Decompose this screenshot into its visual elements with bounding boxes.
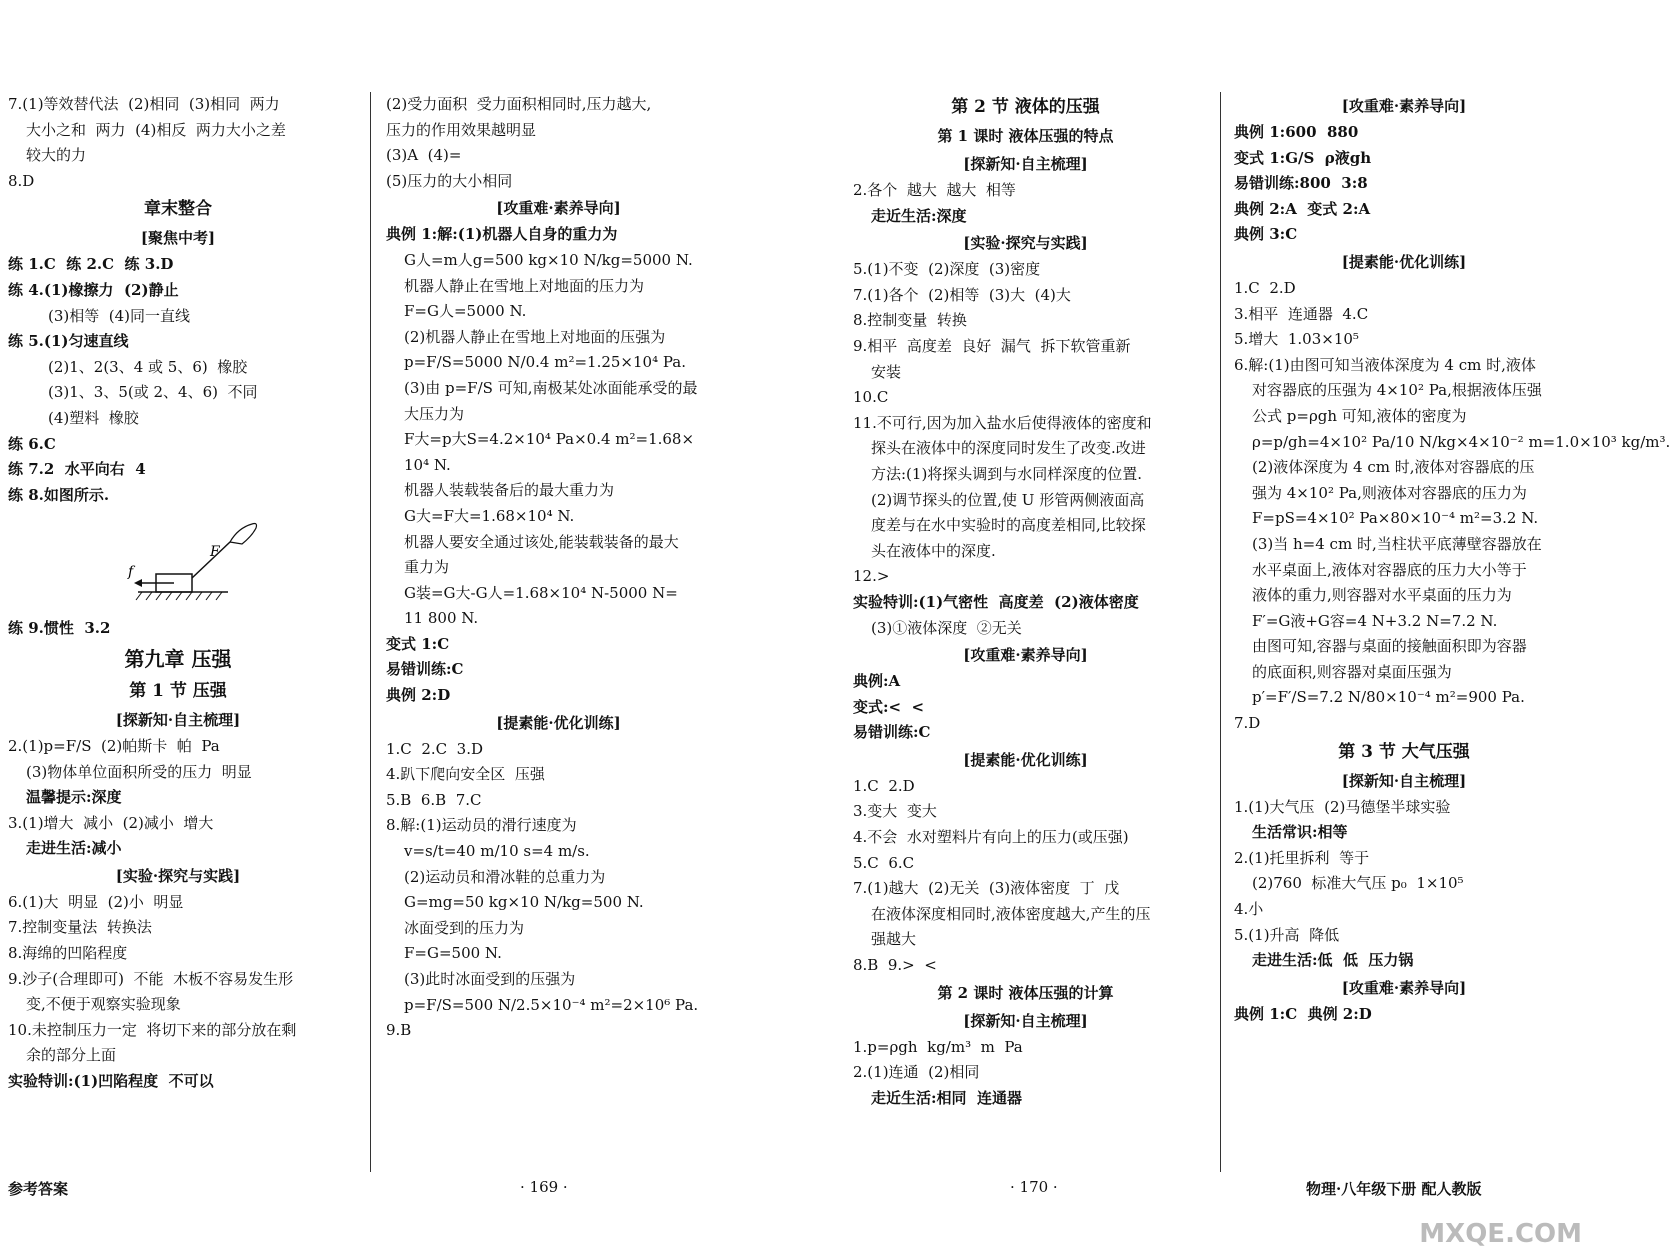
answer-line: 大小之和 两力 (4)相反 两力大小之差 [26,120,286,139]
answer-line: 4.不会 水对塑料片有向上的压力(或压强) [853,828,1129,847]
answer-line: 1.C 2.D [1234,278,1296,297]
answer-line: 8.海绵的凹陷程度 [8,944,128,963]
section-heading: [提素能·优化训练] [1341,252,1467,271]
answer-line: 变,不便于观察实验现象 [26,995,181,1014]
answer-line: 3.(1)增大 减小 (2)减小 增大 [8,813,214,832]
answer-line: G大=F大=1.68×10⁴ N. [404,506,575,525]
section-heading: 章末整合 [144,199,212,220]
answer-line: 实验特训:(1)凹陷程度 不可以 [8,1072,214,1091]
column-divider [1220,92,1221,1172]
answer-line: p=F/S=500 N/2.5×10⁻⁴ m²=2×10⁶ Pa. [404,995,699,1014]
answer-line: (2)受力面积 受力面积相同时,压力越大, [386,95,652,113]
answer-line: p=F/S=5000 N/0.4 m²=1.25×10⁴ Pa. [404,353,686,372]
answer-line: 水平桌面上,液体对容器底的压力大小等于 [1252,560,1527,579]
answer-line: 由图可知,容器与桌面的接触面积即为容器 [1252,637,1527,656]
section-heading: 第 1 节 压强 [129,680,227,701]
section-heading: [聚焦中考] [140,229,216,248]
answer-line: (2)760 标准大气压 p₀ 1×10⁵ [1252,874,1464,893]
answer-line: 冰面受到的压力为 [404,918,525,937]
answer-line: 典例 2:D [386,686,451,705]
answer-line: 公式 p=ρgh 可知,液体的密度为 [1252,406,1467,425]
answer-line: (3)A (4)= [386,146,462,165]
footer-right-label: 物理·八年级下册 配人教版 [1306,1180,1482,1198]
answer-line: 典例 3:C [1234,225,1298,244]
answer-line: 4.小 [1234,900,1264,919]
answer-line: 8.D [8,171,35,190]
answer-line: 10⁴ N. [404,455,451,474]
answer-line: 典例 1:解:(1)机器人自身的重力为 [386,225,618,244]
answer-line: 9.相平 高度差 良好 漏气 拆下软管重新 [853,336,1131,355]
answer-line: 6.(1)大 明显 (2)小 明显 [8,892,184,911]
answer-line: 大压力为 [404,404,465,423]
answer-line: 余的部分上面 [26,1046,117,1065]
answer-line: (5)压力的大小相同 [386,171,513,190]
answer-line: 11 800 N. [404,609,479,628]
answer-line: 生活常识:相等 [1252,823,1348,842]
answer-line: 走近生活:相同 连通器 [871,1088,1022,1107]
answer-line: F=G人=5000 N. [404,302,527,321]
answer-line: 机器人静止在雪地上对地面的压力为 [404,276,645,295]
section-heading: 第 2 课时 液体压强的计算 [937,983,1114,1002]
answer-line: 8.B 9.> < [853,956,937,975]
answer-line: 易错训练:C [386,660,464,679]
answer-line: 重力为 [404,558,450,577]
answer-line: G人=m人g=500 kg×10 N/kg=5000 N. [404,250,693,269]
answer-line: (2)机器人静止在雪地上对地面的压强为 [404,327,666,346]
answer-line: 7.D [1234,714,1261,733]
force-diagram [118,512,268,612]
column-3 [853,92,1198,1111]
answer-line: 1.(1)大气压 (2)马德堡半球实验 [1234,797,1451,816]
label-F: F [210,544,220,561]
answer-line: 1.p=ρgh kg/m³ m Pa [853,1037,1023,1056]
page-number-169: · 169 · [520,1178,568,1196]
answer-line: 强为 4×10² Pa,则液体对容器底的压力为 [1252,483,1527,502]
footer-left-label: 参考答案 [8,1180,69,1198]
column-2 [386,92,731,1044]
answer-line: 10.未控制压力一定 将切下来的部分放在剩 [8,1020,297,1039]
answer-line: 7.控制变量法 转换法 [8,918,152,937]
answer-line: 温馨提示:深度 [26,788,122,807]
answer-line: 5.(1)不变 (2)深度 (3)密度 [853,260,1041,279]
answer-line: 变式:< < [853,697,925,716]
answer-line: v=s/t=40 m/10 s=4 m/s. [404,842,590,861]
answer-line: 方法:(1)将探头调到与水同样深度的位置. [871,464,1143,483]
section-heading: [探新知·自主梳理] [1341,771,1467,790]
answer-line: 走近生活:深度 [871,206,967,225]
answer-line: 2.(1)托里拆利 等于 [1234,848,1370,867]
answer-line: p′=F′/S=7.2 N/80×10⁻⁴ m²=900 Pa. [1252,688,1525,707]
answer-line: 练 5.(1)匀速直线 [8,332,129,351]
answer-line: 走进生活:低 低 压力锅 [1252,951,1414,970]
section-heading: 第 3 节 大气压强 [1338,741,1470,762]
answer-line: 液体的重力,则容器对水平桌面的压力为 [1252,586,1512,605]
answer-line: 6.解:(1)由图可知当液体深度为 4 cm 时,液体 [1234,355,1536,374]
answer-line: 2.各个 越大 越大 相等 [853,181,1016,199]
section-heading: [提素能·优化训练] [496,713,621,732]
answer-line: 9.B [386,1021,412,1040]
section-heading: [探新知·自主梳理] [115,710,241,729]
answer-line: 较大的力 [26,146,87,165]
page-number-170: · 170 · [1010,1178,1058,1196]
answer-line: ρ=p/gh=4×10² Pa/10 N/kg×4×10⁻² m=1.0×10³ kg/m³. [1252,432,1670,451]
answer-line: (3)①液体深度 ②无关 [871,618,1022,637]
answer-line: 典例 1:600 880 [1234,123,1359,141]
answer-line: 机器人装载装备后的最大重力为 [404,481,615,500]
answer-line: 易错训练:800 3:8 [1234,174,1368,193]
answer-line: 1.C 2.D [853,776,915,795]
figure [8,508,348,616]
answer-line: 易错训练:C [853,723,931,742]
watermark: MXQE.COM [1419,1219,1582,1249]
section-heading: 第 2 节 液体的压强 [951,97,1100,117]
answer-line: F=G=500 N. [404,944,502,963]
answer-line: 头在液体中的深度. [871,541,996,560]
answer-line: 7.(1)各个 (2)相等 (3)大 (4)大 [853,285,1071,304]
answer-line: G=mg=50 kg×10 N/kg=500 N. [404,893,644,912]
answer-line: 3.相平 连通器 4.C [1234,304,1369,323]
section-heading: 第九章 压强 [124,646,232,671]
answer-line: 实验特训:(1)气密性 高度差 (2)液体密度 [853,592,1139,611]
section-heading: [实验·探究与实践] [115,866,241,885]
answer-line: 2.(1)p=F/S (2)帕斯卡 帕 Pa [8,736,220,755]
answer-line: 典例 1:C 典例 2:D [1234,1004,1372,1023]
answer-line: 7.(1)等效替代法 (2)相同 (3)相同 两力 [8,95,280,113]
answer-line: 3.变大 变大 [853,802,937,821]
answer-line: 练 4.(1)橡擦力 (2)静止 [8,280,179,299]
answer-line: 5.(1)升高 降低 [1234,925,1340,944]
answer-line: 12.> [853,567,890,586]
answer-line: 9.沙子(合理即可) 不能 木板不容易发生形 [8,969,294,988]
answer-line: 10.C [853,388,889,407]
answer-line: (3)相等 (4)同一直线 [48,306,191,325]
answer-line: 5.C 6.C [853,853,915,872]
answer-line: 8.解:(1)运动员的滑行速度为 [386,816,577,835]
answer-line: (2)液体深度为 4 cm 时,液体对容器底的压 [1252,458,1535,477]
answer-line: 对容器底的压强为 4×10² Pa,根据液体压强 [1252,381,1542,400]
column-4 [1234,92,1670,1027]
answer-line: (3)此时冰面受到的压强为 [404,970,576,988]
answer-line: 5.B 6.B 7.C [386,790,482,809]
answer-line: F=pS=4×10² Pa×80×10⁻⁴ m²=3.2 N. [1252,509,1539,528]
answer-line: 强越大 [871,930,917,949]
answer-line: (2)1、2(3、4 或 5、6) 橡胶 [48,357,248,376]
answer-line: 机器人要安全通过该处,能装载装备的最大 [404,532,679,551]
answer-line: 4.趴下爬向安全区 压强 [386,765,545,784]
answer-line: 变式 1:C [386,634,450,653]
answer-line: 探头在液体中的深度同时发生了改变.改进 [871,439,1146,458]
answer-line: 典例 2:A 变式 2:A [1234,199,1371,218]
section-heading: [提素能·优化训练] [963,750,1088,769]
answer-line: 练 9.惯性 3.2 [8,619,111,638]
section-heading: [攻重难·素养导向] [496,199,621,218]
answer-line: G装=G大-G人=1.68×10⁴ N-5000 N= [404,583,678,602]
answer-line: (4)塑料 橡胶 [48,408,139,427]
answer-line: 11.不可行,因为加入盐水后使得液体的密度和 [853,413,1152,432]
section-heading: [实验·探究与实践] [963,234,1088,253]
answer-line: F′=G液+G容=4 N+3.2 N=7.2 N. [1252,611,1498,630]
answer-line: 7.(1)越大 (2)无关 (3)液体密度 丁 戊 [853,879,1120,898]
section-heading: [探新知·自主梳理] [963,155,1088,173]
answer-line: 练 1.C 练 2.C 练 3.D [8,255,174,274]
section-heading: [攻重难·素养导向] [1341,978,1467,997]
answer-line: 典例:A [853,672,901,691]
answer-line: (2)运动员和滑冰鞋的总重力为 [404,867,606,886]
answer-line: 度差与在水中实验时的高度差相同,比较探 [871,516,1146,535]
answer-line: 变式 1:G/S ρ液gh [1234,148,1372,167]
section-heading: [攻重难·素养导向] [1341,97,1467,115]
answer-line: 练 7.2 水平向右 4 [8,460,146,479]
section-heading: [探新知·自主梳理] [963,1011,1088,1030]
answer-line: (3)当 h=4 cm 时,当柱状平底薄壁容器放在 [1252,534,1542,553]
answer-line: 走进生活:减小 [26,839,122,858]
answer-line: (3)由 p=F/S 可知,南极某处冰面能承受的最 [404,378,698,397]
answer-line: F大=p大S=4.2×10⁴ Pa×0.4 m²=1.68× [404,430,695,449]
answer-line: (3)1、3、5(或 2、4、6) 不同 [48,383,258,402]
answer-line: 5.增大 1.03×10⁵ [1234,330,1359,349]
answer-line: 2.(1)连通 (2)相同 [853,1063,980,1082]
answer-line: (2)调节探头的位置,使 U 形管两侧液面高 [871,490,1145,509]
answer-line: 压力的作用效果越明显 [386,120,537,139]
answer-line: 练 6.C [8,434,56,453]
column-divider [370,92,371,1172]
column-1 [8,92,348,1095]
section-heading: [攻重难·素养导向] [963,646,1088,665]
answer-line: 8.控制变量 转换 [853,311,967,330]
answer-line: 在液体深度相同时,液体密度越大,产生的压 [871,904,1151,923]
answer-line: 1.C 2.C 3.D [386,739,483,758]
label-f: f [128,564,134,581]
answer-line: 练 8.如图所示. [8,485,110,504]
answer-line: 的底面积,则容器对桌面压强为 [1252,662,1452,681]
answer-line: 安装 [871,362,902,381]
section-heading: 第 1 课时 液体压强的特点 [937,127,1114,145]
answer-line: (3)物体单位面积所受的压力 明显 [26,762,252,781]
